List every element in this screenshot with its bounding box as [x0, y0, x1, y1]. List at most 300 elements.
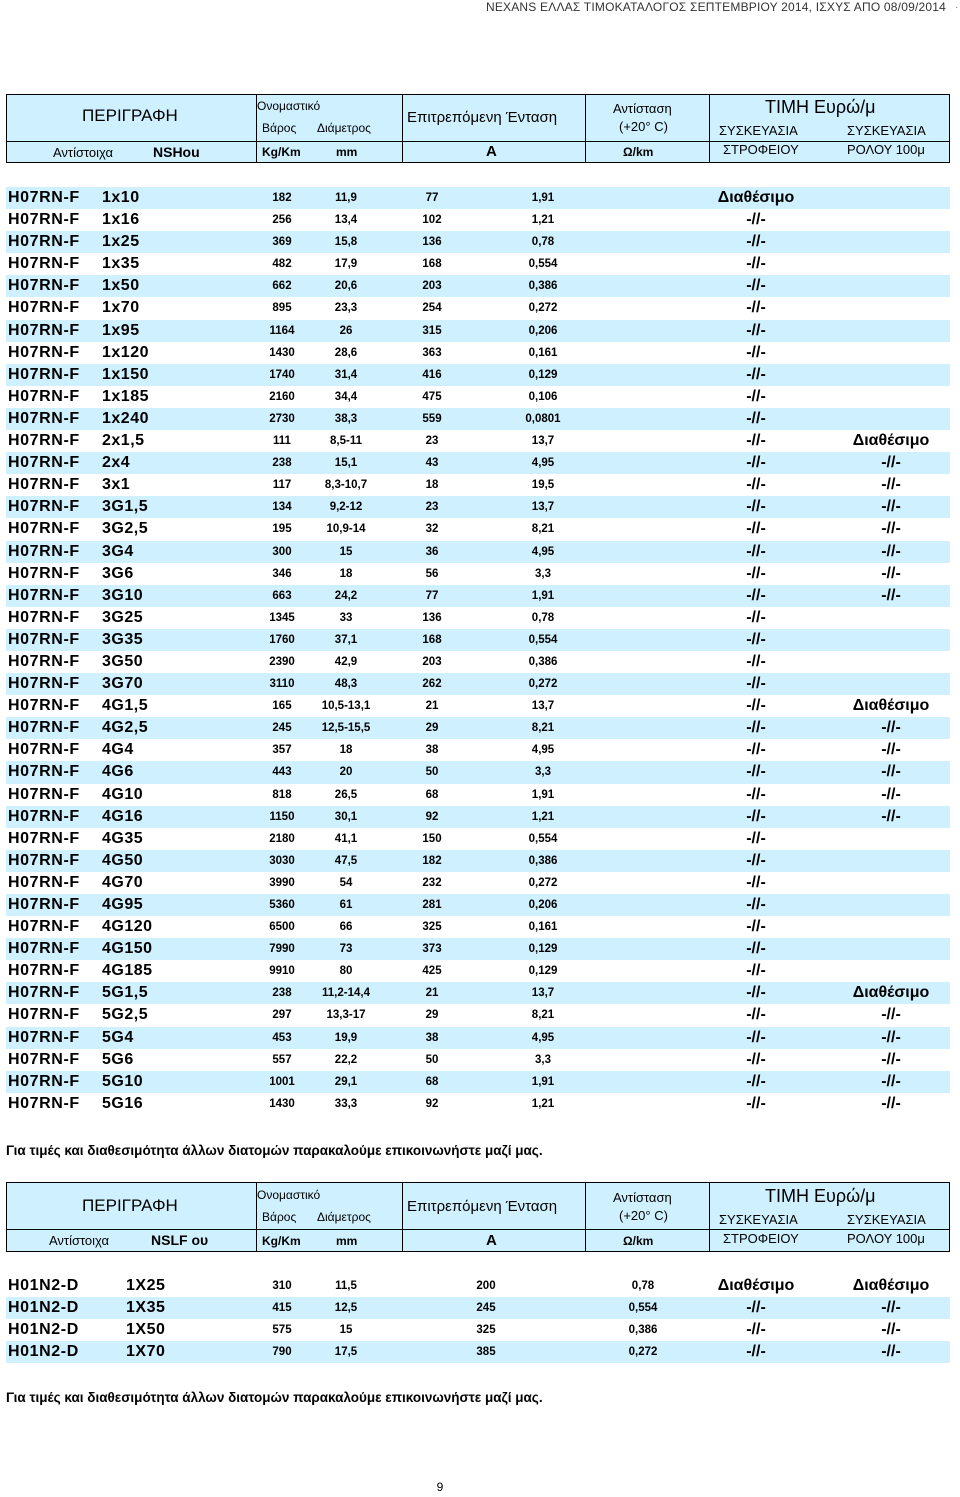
table-row [6, 297, 950, 319]
model-cell: H07RN-F [8, 454, 80, 472]
roll-availability-cell: -//- [881, 1072, 901, 1090]
table-row [6, 695, 950, 717]
weight-cell: 310 [272, 1280, 292, 1292]
diameter-header: Διάμετρος [317, 121, 371, 135]
diameter-header: Διάμετρος [317, 1210, 371, 1224]
weight-cell: 2160 [269, 390, 295, 403]
current-cell: 373 [422, 943, 442, 956]
diameter-cell: 13,3-17 [326, 1009, 366, 1022]
weight-cell: 3030 [269, 854, 295, 867]
current-cell: 385 [476, 1346, 496, 1359]
pack-spool-header: ΣΥΣΚΕΥΑΣΙΑ [719, 1212, 798, 1227]
cross-section-cell: 1x95 [102, 321, 140, 339]
table-row [6, 651, 950, 673]
diameter-cell: 61 [339, 899, 353, 911]
cable-table-nslf [6, 1275, 950, 1363]
diameter-cell: 34,4 [334, 390, 358, 403]
cross-section-cell: 3x1 [102, 476, 131, 494]
model-cell: H01N2-D [8, 1299, 79, 1317]
current-cell: 50 [425, 1053, 439, 1066]
weight-cell: 300 [272, 545, 292, 558]
spool-availability-cell: -//- [746, 520, 766, 538]
diameter-cell: 26,5 [334, 788, 358, 801]
resistance-cell: 0,554 [528, 633, 558, 646]
current-cell: 168 [422, 258, 442, 271]
diameter-unit: mm [336, 145, 358, 159]
current-cell: 315 [422, 324, 442, 337]
table-row [6, 607, 950, 629]
model-cell: H07RN-F [8, 498, 80, 516]
diameter-cell: 9,2-12 [329, 501, 363, 514]
cross-section-cell: 2x1,5 [102, 432, 145, 450]
weight-cell: 195 [272, 523, 292, 536]
cross-section-cell: 1X25 [126, 1277, 166, 1294]
type-header: NSLF ου [151, 1232, 209, 1248]
current-unit: A [486, 143, 497, 160]
roll-availability-cell: Διαθέσιμο [852, 1277, 930, 1294]
cross-section-cell: 5G1,5 [102, 984, 149, 1002]
spool-availability-cell: -//- [746, 432, 766, 450]
current-cell: 23 [425, 435, 439, 448]
spool-availability-cell: -//- [746, 1321, 766, 1339]
cross-section-cell: 4G150 [102, 940, 153, 958]
current-cell: 182 [422, 854, 442, 867]
table-row [6, 541, 950, 563]
weight-cell: 482 [272, 258, 292, 271]
model-cell: H07RN-F [8, 829, 80, 847]
diameter-cell: 15,1 [334, 457, 358, 470]
corner-mark: . [955, 0, 958, 10]
model-cell: H07RN-F [8, 343, 80, 361]
resistance-temp: (+20° C) [619, 119, 668, 134]
current-cell: 32 [425, 523, 439, 536]
nominal-header: Ονομαστικό [257, 1188, 321, 1202]
current-cell: 43 [425, 457, 439, 470]
model-cell: H07RN-F [8, 675, 80, 693]
spool-availability-cell: -//- [746, 1072, 766, 1090]
spool-availability-cell: -//- [746, 851, 766, 869]
resistance-cell: 0,206 [528, 324, 558, 337]
table-row [6, 784, 950, 806]
table-row [6, 806, 950, 828]
weight-cell: 1164 [269, 324, 295, 337]
model-cell: H07RN-F [8, 763, 80, 781]
weight-cell: 369 [272, 236, 292, 249]
current-cell: 325 [476, 1324, 496, 1337]
spool-availability-cell: -//- [746, 1028, 766, 1046]
model-cell: H07RN-F [8, 365, 80, 383]
weight-header: Βάρος [262, 1210, 297, 1224]
resistance-cell: 13,7 [531, 435, 555, 448]
cross-section-cell: 4G2,5 [102, 719, 149, 737]
table-row [6, 364, 950, 386]
model-cell: H07RN-F [8, 652, 80, 670]
roll-availability-cell: -//- [881, 542, 901, 560]
roll-availability-cell: -//- [881, 785, 901, 803]
table-row [6, 1319, 950, 1341]
table-row [6, 828, 950, 850]
table-row [6, 717, 950, 739]
diameter-cell: 20 [339, 766, 353, 779]
weight-cell: 111 [273, 435, 291, 448]
current-cell: 102 [422, 214, 442, 227]
weight-cell: 256 [272, 214, 292, 227]
spool-availability-cell: -//- [746, 697, 766, 715]
spool-availability-cell: -//- [746, 873, 766, 891]
cross-section-cell: 5G4 [102, 1028, 134, 1046]
resistance-cell: 4,95 [531, 545, 555, 558]
cross-section-cell: 3G6 [102, 564, 134, 582]
weight-cell: 117 [272, 479, 292, 492]
table-row [6, 474, 950, 496]
price-header: ΤΙΜΗ Ευρώ/μ [765, 1186, 876, 1206]
resistance-cell: 0,386 [628, 1324, 658, 1337]
spool-availability-cell: -//- [746, 785, 766, 803]
diameter-cell: 54 [339, 876, 353, 889]
spool-availability-cell: -//- [746, 741, 766, 759]
roll-availability-cell: -//- [881, 1299, 901, 1317]
cross-section-cell: 1x70 [102, 299, 140, 317]
diameter-cell: 19,9 [334, 1031, 358, 1044]
cross-section-cell: 2x4 [102, 454, 131, 472]
current-cell: 68 [425, 1075, 439, 1088]
spool-availability-cell: -//- [746, 299, 766, 317]
roll-availability-cell: -//- [881, 564, 901, 582]
diameter-cell: 18 [339, 567, 353, 580]
cross-section-cell: 1x185 [102, 387, 149, 405]
model-cell: H07RN-F [8, 233, 80, 251]
current-cell: 150 [422, 832, 442, 845]
table-row [6, 275, 950, 297]
page-number: 9 [436, 1480, 444, 1494]
table-row [6, 938, 950, 960]
roll-availability-cell: -//- [881, 807, 901, 825]
current-cell: 325 [422, 921, 442, 934]
model-cell: H07RN-F [8, 432, 80, 450]
spool-availability-cell: -//- [746, 652, 766, 670]
cross-section-cell: 1x120 [102, 343, 149, 361]
table-row [6, 209, 950, 231]
pack-roll-sub: ΡΟΛΟΥ 100μ [847, 1231, 925, 1246]
table-row [6, 960, 950, 982]
current-cell: 50 [425, 766, 439, 779]
current-cell: 200 [476, 1280, 496, 1292]
current-cell: 29 [425, 722, 439, 735]
diameter-cell: 17,9 [334, 258, 358, 271]
model-cell: H07RN-F [8, 807, 80, 825]
diameter-cell: 10,9-14 [326, 523, 366, 536]
resistance-cell: 0,272 [528, 876, 558, 889]
table-row [6, 253, 950, 275]
roll-availability-cell: -//- [881, 741, 901, 759]
table-row [6, 342, 950, 364]
cross-section-cell: 5G2,5 [102, 1006, 149, 1024]
roll-availability-cell: -//- [881, 1343, 901, 1361]
weight-cell: 3990 [269, 876, 295, 889]
weight-cell: 415 [272, 1302, 292, 1315]
resistance-cell: 13,7 [531, 987, 555, 1000]
cross-section-cell: 4G6 [102, 763, 134, 781]
table-row [6, 1027, 950, 1049]
resistance-cell: 3,3 [535, 567, 551, 580]
model-cell: H07RN-F [8, 851, 80, 869]
resistance-cell: 0,554 [628, 1302, 658, 1315]
diameter-unit: mm [336, 1234, 358, 1248]
model-cell: H07RN-F [8, 896, 80, 913]
resistance-header: Αντίσταση [613, 1190, 672, 1205]
weight-cell: 575 [272, 1324, 292, 1337]
cross-section-cell: 1x50 [102, 277, 140, 295]
model-cell: H07RN-F [8, 741, 80, 759]
resistance-cell: 0,106 [528, 390, 558, 403]
weight-header: Βάρος [262, 121, 297, 135]
diameter-cell: 30,1 [334, 810, 358, 823]
weight-cell: 9910 [269, 965, 295, 978]
spool-availability-cell: -//- [746, 630, 766, 648]
resistance-cell: 3,3 [535, 766, 551, 779]
diameter-cell: 42,9 [334, 655, 358, 668]
spool-availability-cell: -//- [746, 763, 766, 781]
resistance-cell: 8,21 [531, 1009, 555, 1022]
spool-availability-cell: -//- [746, 586, 766, 604]
spool-availability-cell: -//- [746, 940, 766, 958]
cross-section-cell: 4G10 [102, 785, 144, 803]
weight-cell: 182 [272, 192, 292, 204]
price-header: ΤΙΜΗ Ευρώ/μ [765, 97, 876, 117]
spool-availability-cell: -//- [746, 454, 766, 472]
diameter-cell: 26 [339, 324, 353, 337]
model-cell: H07RN-F [8, 1028, 80, 1046]
weight-cell: 165 [272, 700, 292, 713]
current-cell: 29 [425, 1009, 439, 1022]
current-cell: 475 [422, 390, 442, 403]
current-cell: 77 [425, 589, 439, 602]
table-row [6, 1341, 950, 1363]
weight-cell: 6500 [269, 921, 295, 934]
resistance-cell: 0,554 [528, 832, 558, 845]
roll-availability-cell: -//- [881, 586, 901, 604]
current-cell: 363 [422, 346, 442, 359]
cross-section-cell: 3G1,5 [102, 498, 149, 516]
weight-cell: 443 [272, 766, 292, 779]
model-cell: H07RN-F [8, 1006, 80, 1024]
diameter-cell: 12,5 [334, 1302, 358, 1315]
table-row [6, 496, 950, 518]
resistance-cell: 1,91 [531, 1075, 555, 1088]
roll-availability-cell: -//- [881, 454, 901, 472]
current-cell: 203 [422, 655, 442, 668]
table-row [6, 1297, 950, 1319]
cross-section-cell: 3G35 [102, 630, 144, 648]
table-row [6, 629, 950, 651]
model-cell: H07RN-F [8, 409, 80, 427]
model-cell: H07RN-F [8, 940, 80, 958]
model-cell: H01N2-D [8, 1343, 79, 1361]
table-row [6, 1093, 950, 1115]
cross-section-cell: 3G10 [102, 586, 144, 604]
cross-section-cell: 1x16 [102, 211, 140, 229]
roll-availability-cell: -//- [881, 1050, 901, 1068]
table-row [6, 585, 950, 607]
current-cell: 38 [425, 1031, 439, 1044]
table-row [6, 916, 950, 938]
table-row [6, 673, 950, 695]
table-header-nslf [6, 1182, 950, 1252]
cross-section-cell: 4G35 [102, 829, 144, 847]
diameter-cell: 11,2-14,4 [322, 987, 370, 1000]
cross-section-cell: 3G25 [102, 608, 144, 626]
table-header-nshou [6, 94, 950, 163]
spool-availability-cell: -//- [746, 675, 766, 693]
weight-cell: 1430 [269, 1097, 295, 1110]
resistance-cell: 0,78 [531, 611, 555, 624]
resistance-header: Αντίσταση [613, 101, 672, 116]
model-cell: H07RN-F [8, 520, 80, 538]
model-cell: H07RN-F [8, 189, 80, 206]
resistance-cell: 0,272 [528, 302, 558, 315]
cross-section-cell: 1X35 [126, 1299, 166, 1317]
current-cell: 36 [425, 545, 439, 558]
spool-availability-cell: -//- [746, 233, 766, 251]
spool-availability-cell: -//- [746, 829, 766, 847]
cross-section-cell: 4G1,5 [102, 697, 149, 715]
current-cell: 68 [425, 788, 439, 801]
diameter-cell: 73 [339, 943, 353, 956]
current-unit: A [486, 1232, 497, 1249]
diameter-cell: 15 [339, 1324, 353, 1337]
equivalent-header: Αντίστοιχα [53, 145, 114, 160]
model-cell: H07RN-F [8, 1072, 80, 1090]
resistance-cell: 1,21 [531, 810, 555, 823]
cross-section-cell: 4G50 [102, 851, 144, 869]
spool-availability-cell: -//- [746, 608, 766, 626]
weight-cell: 818 [272, 788, 292, 801]
cross-section-cell: 5G6 [102, 1050, 134, 1068]
current-cell: 254 [422, 302, 442, 315]
table-row [6, 386, 950, 408]
description-header: ΠΕΡΙΓΡΑΦΗ [82, 106, 178, 125]
spool-availability-cell: -//- [746, 542, 766, 560]
weight-cell: 453 [272, 1031, 292, 1044]
table-row [6, 982, 950, 1004]
diameter-cell: 20,6 [334, 280, 358, 293]
spool-availability-cell: -//- [746, 498, 766, 516]
weight-cell: 1740 [269, 368, 295, 381]
current-cell: 203 [422, 280, 442, 293]
diameter-cell: 10,5-13,1 [321, 700, 371, 713]
type-header: NSHou [153, 144, 200, 160]
resistance-cell: 0,161 [528, 346, 558, 359]
resistance-cell: 0,129 [528, 368, 558, 381]
current-cell: 92 [425, 810, 439, 823]
table-row [6, 563, 950, 585]
weight-cell: 297 [272, 1009, 292, 1022]
current-cell: 245 [476, 1302, 496, 1315]
model-cell: H07RN-F [8, 299, 80, 317]
diameter-cell: 15,8 [334, 236, 358, 249]
table-row [6, 894, 950, 916]
model-cell: H07RN-F [8, 387, 80, 405]
current-cell: 21 [425, 987, 439, 1000]
diameter-cell: 8,3-10,7 [324, 479, 368, 492]
current-cell: 232 [422, 876, 442, 889]
cross-section-cell: 4G185 [102, 962, 153, 980]
roll-availability-cell: -//- [881, 498, 901, 516]
table-row [6, 1071, 950, 1093]
diameter-cell: 17,5 [334, 1346, 358, 1359]
roll-availability-cell: -//- [881, 763, 901, 781]
weight-cell: 790 [272, 1346, 292, 1359]
pack-roll-sub: ΡΟΛΟΥ 100μ [847, 142, 925, 157]
roll-availability-cell: Διαθέσιμο [852, 984, 930, 1002]
diameter-cell: 13,4 [334, 214, 358, 227]
current-cell: 77 [425, 192, 439, 204]
resistance-unit: Ω/km [623, 145, 654, 159]
page-title: NEXANS ΕΛΛΑΣ ΤΙΜΟΚΑΤΑΛΟΓΟΣ ΣΕΠΤΕΜΒΡΙΟΥ 2014, ΙΣΧΥΣ ΑΠΟ 08/09/2014 [485, 0, 946, 14]
weight-cell: 2390 [269, 655, 295, 668]
spool-availability-cell: -//- [746, 896, 766, 913]
roll-availability-cell: Διαθέσιμο [852, 697, 930, 715]
availability-note: Για τιμές και διαθεσιμότητα άλλων διατομών παρακαλούμε επικοινωνήστε μαζί μας. [6, 1143, 543, 1158]
spool-availability-cell: -//- [746, 962, 766, 980]
model-cell: H07RN-F [8, 321, 80, 339]
resistance-cell: 1,91 [531, 788, 555, 801]
spool-availability-cell: -//- [746, 1094, 766, 1112]
cross-section-cell: 3G50 [102, 652, 144, 670]
model-cell: H07RN-F [8, 962, 80, 980]
current-cell: 136 [422, 236, 442, 249]
current-cell: 136 [422, 611, 442, 624]
resistance-cell: 0,272 [528, 678, 558, 691]
current-cell: 281 [422, 899, 442, 911]
diameter-cell: 38,3 [334, 412, 358, 425]
weight-cell: 1430 [269, 346, 295, 359]
current-cell: 18 [425, 479, 439, 492]
roll-availability-cell: -//- [881, 520, 901, 538]
resistance-cell: 1,21 [531, 1097, 555, 1110]
table-row [6, 872, 950, 894]
cross-section-cell: 1x150 [102, 365, 149, 383]
resistance-cell: 13,7 [531, 501, 555, 514]
weight-unit: Kg/Km [262, 145, 301, 159]
diameter-cell: 33 [339, 611, 353, 624]
diameter-cell: 37,1 [334, 633, 358, 646]
spool-availability-cell: -//- [746, 343, 766, 361]
weight-cell: 1345 [269, 611, 295, 624]
cross-section-cell: 1x10 [102, 189, 140, 206]
spool-availability-cell: -//- [746, 1343, 766, 1361]
model-cell: H07RN-F [8, 564, 80, 582]
table-row [6, 408, 950, 430]
pack-roll-header: ΣΥΣΚΕΥΑΣΙΑ [847, 123, 926, 138]
model-cell: H01N2-D [8, 1277, 79, 1294]
cross-section-cell: 4G95 [102, 896, 144, 913]
pack-roll-header: ΣΥΣΚΕΥΑΣΙΑ [847, 1212, 926, 1227]
resistance-cell: 4,95 [531, 1031, 555, 1044]
pack-spool-sub: ΣΤΡΟΦΕΙΟΥ [723, 142, 799, 157]
weight-cell: 238 [272, 987, 292, 1000]
weight-cell: 1760 [269, 633, 295, 646]
resistance-cell: 3,3 [535, 1053, 551, 1066]
cross-section-cell: 5G16 [102, 1094, 144, 1112]
weight-cell: 895 [272, 302, 292, 315]
current-header: Επιτρεπόμενη Ένταση [407, 109, 558, 126]
resistance-cell: 13,7 [531, 700, 555, 713]
diameter-cell: 29,1 [334, 1075, 358, 1088]
weight-cell: 1001 [269, 1075, 295, 1088]
cable-table-nshou [6, 187, 950, 1115]
resistance-cell: 1,21 [531, 214, 555, 227]
